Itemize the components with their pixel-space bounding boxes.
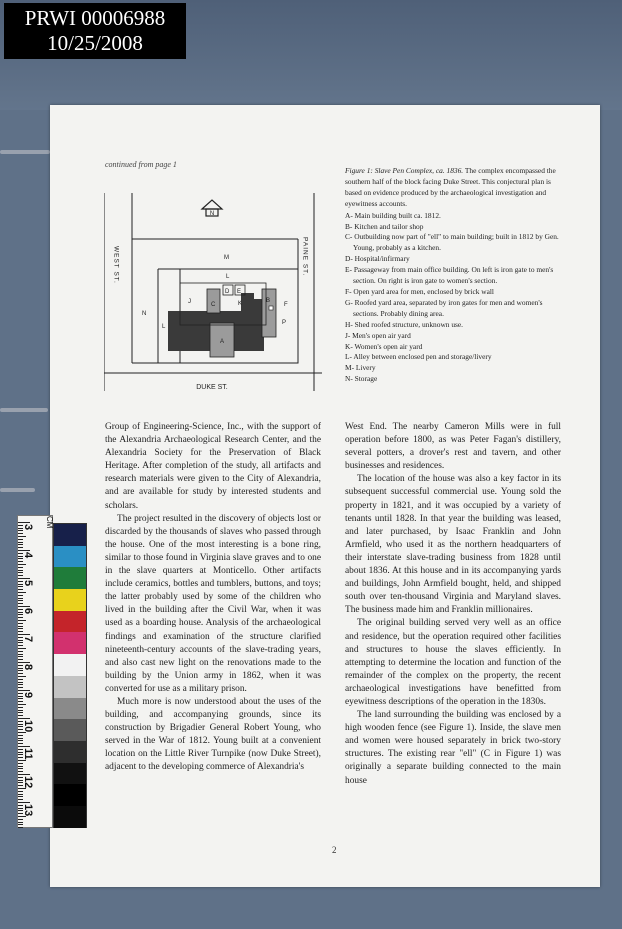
ruler-tick	[18, 701, 23, 702]
archive-id-label	[4, 3, 186, 59]
ruler-unit-label: CM	[45, 516, 54, 529]
ruler-tick	[18, 645, 23, 646]
ruler-tick	[18, 760, 26, 761]
legend-item: L- Alley between enclosed pen and storage/livery	[345, 352, 492, 362]
ruler-tick	[18, 628, 23, 629]
ruler-tick	[18, 620, 26, 621]
color-patch	[54, 676, 86, 698]
ruler-tick	[18, 578, 30, 579]
ruler-tick	[18, 763, 23, 764]
ruler-tick	[18, 558, 23, 559]
color-patch	[54, 806, 86, 828]
ruler-tick	[18, 586, 23, 587]
ruler-tick	[18, 617, 23, 618]
caption-text: The complex encompassed the southern half of the block facing Duke Street. This conjectural plan is based on evidence produced by the archaeological investigation and eyewitness accounts.	[345, 166, 556, 208]
ruler-number: 3	[22, 524, 34, 531]
paragraph: West End. The nearby Cameron Mills were in full operation before 1800, as was Peter Fagan's distillery, several potters, a drover's rest and tavern, and other businesses and residences.	[345, 422, 561, 472]
ruler-tick	[18, 791, 23, 792]
ruler-tick	[18, 656, 23, 657]
ruler-tick	[18, 522, 30, 523]
ruler-tick	[18, 589, 23, 590]
legend-item: E- Passageway from main office building. On left is iron gate to men's section. On right is iron gate to women's section.	[345, 265, 554, 286]
area-label-p: P	[282, 320, 287, 326]
ruler-tick	[18, 822, 23, 823]
paragraph: The original building served very well as an office and residence, but the operation required other facilities and structures to house the slaves efficiently. In attempting to determine the location and function of the remainder of the complex on the property, the recent archaeological investigations have benefitted from eyewitness descriptions of the operation in the 1830s.	[345, 618, 561, 707]
ruler-tick	[18, 598, 23, 599]
ruler-tick	[18, 530, 23, 531]
ruler-tick	[18, 710, 23, 711]
color-patch	[54, 632, 86, 654]
ruler-number: 9	[22, 692, 34, 699]
ruler-tick	[18, 794, 23, 795]
ruler-tick	[18, 735, 23, 736]
ruler-tick	[18, 670, 23, 671]
color-patches	[53, 523, 87, 828]
street-label-duke: DUKE ST.	[196, 384, 228, 391]
area-label-n: N	[142, 311, 147, 317]
area-label-l-alley: L	[162, 324, 166, 330]
ruler-tick	[18, 799, 23, 800]
ruler-tick	[18, 796, 23, 797]
ruler-tick	[18, 648, 26, 649]
paragraph: The location of the house was also a key factor in its subsequent successful commercial use. Young sold the property in 1821, and it was occupied by a variety of tenants until 1828. In that year the building was leased, and later purchased, by Isaac Franklin and John Armfield, who used it as the northern headquarters of their interstate slave-trading business from 1828 until about 1836. At this house and in its accompanying yards and buildings, John Armfield bought, held, and shipped south over ten-thousand Virginia and Maryland slaves. The business made him and Franklin millionaires.	[345, 474, 561, 616]
legend-item: F- Open yard area for men, enclosed by brick wall	[345, 286, 494, 296]
color-patch	[54, 741, 86, 763]
body-column-left	[105, 421, 321, 775]
area-label-f: F	[284, 302, 288, 308]
area-label-k: K	[238, 301, 243, 307]
ruler-number: 4	[22, 552, 34, 559]
ruler-tick	[18, 774, 30, 775]
paragraph: The land surrounding the building was enclosed by a high wooden fence (see Figure 1). Inside, the slave men and women were housed separately in brick two-story structures. The existing rear "ell" (C in Figure 1) was originally a separate building connected to the main house	[345, 710, 561, 786]
color-patch	[54, 589, 86, 611]
color-patch	[54, 719, 86, 741]
legend-item: G- Roofed yard area, separated by iron gates for men and women's sections. Probably dining area.	[345, 297, 543, 318]
ruler-tick	[18, 740, 23, 741]
ruler-tick	[18, 603, 23, 604]
legend-item: D- Hospital/infirmary	[345, 254, 410, 264]
legend-item: K- Women's open air yard	[345, 341, 423, 351]
color-patch	[54, 784, 86, 806]
legend-item: M- Livery	[345, 363, 376, 373]
ruler-tick	[18, 673, 23, 674]
ruler-tick	[18, 600, 23, 601]
page-number: 2	[332, 845, 337, 855]
ruler-tick	[18, 539, 23, 540]
ruler-tick	[18, 572, 23, 573]
ruler-number: 5	[22, 580, 34, 587]
area-label-l: L	[226, 274, 230, 280]
ruler-tick	[18, 606, 30, 607]
ruler-tick	[18, 766, 23, 767]
legend-item: H- Shed roofed structure, unknown use.	[345, 319, 464, 329]
ruler-tick	[18, 679, 23, 680]
legend-item: N- Storage	[345, 374, 378, 384]
legend-item: B- Kitchen and tailor shop	[345, 221, 424, 231]
ruler-tick	[18, 771, 23, 772]
ruler-tick	[18, 662, 30, 663]
ruler-tick	[18, 715, 23, 716]
color-patch	[54, 698, 86, 720]
ruler-tick	[18, 642, 23, 643]
ruler-tick	[18, 533, 23, 534]
color-patch	[54, 546, 86, 568]
ruler-tick	[18, 654, 23, 655]
street-label-paine: PAINE ST.	[301, 237, 309, 277]
site-plan-figure	[104, 191, 322, 391]
area-label-m: M	[224, 255, 229, 261]
cm-ruler	[17, 515, 53, 828]
color-calibration-card	[17, 515, 87, 828]
north-label: N	[209, 211, 215, 217]
ruler-tick	[18, 824, 23, 825]
ruler-tick	[18, 768, 23, 769]
ruler-tick	[18, 564, 26, 565]
legend-item: C- Outbuilding now part of "ell" to main building; built in 1812 by Gen. Young, probably as a kitchen.	[345, 232, 559, 253]
scan-smudge	[0, 488, 35, 492]
color-patch	[54, 524, 86, 546]
color-patch	[54, 654, 86, 676]
ruler-tick	[18, 690, 30, 691]
paragraph: The project resulted in the discovery of objects lost or discarded by the thousands of slaves who passed through the house. One of the most interesting is a bone ring, similar to those found in Virginia slave graves and to one in the slave quarters at Monticello. Other artifacts include ceramics, bottles and tumblers, buttons, and toys; the latter probably used by some of the children who lived in the building after the Civil War, when it was used as a boarding house. Analysis of the archaeological findings and examination of the structure clarified nineteenth-century accounts of the slave-trading years, and also cast new light on the renovations made to the building by the Union army in 1862, when it was converted for use as a military prison.	[105, 513, 321, 694]
ruler-tick	[18, 547, 23, 548]
archive-id: PRWI 00006988	[24, 6, 166, 30]
ruler-tick	[18, 595, 23, 596]
area-label-a: A	[220, 339, 225, 345]
ruler-tick	[18, 707, 23, 708]
ruler-tick	[18, 631, 23, 632]
ruler-tick	[18, 718, 30, 719]
ruler-tick	[18, 659, 23, 660]
ruler-tick	[18, 704, 26, 705]
ruler-number: 6	[22, 608, 34, 615]
ruler-tick	[18, 684, 23, 685]
ruler-tick	[18, 802, 30, 803]
ruler-tick	[18, 827, 23, 828]
ruler-tick	[18, 626, 23, 627]
caption-lead: Figure 1: Slave Pen Complex, ca. 1836.	[345, 166, 464, 175]
ruler-tick	[18, 682, 23, 683]
continued-note: continued from page 1	[105, 160, 177, 169]
ruler-number: 13	[22, 804, 34, 817]
area-label-e: E	[237, 289, 242, 295]
street-label-west: WEST ST.	[112, 246, 120, 284]
ruler-number: 8	[22, 664, 34, 671]
ruler-tick	[18, 651, 23, 652]
ruler-tick	[18, 738, 23, 739]
color-patch	[54, 567, 86, 589]
ruler-number: 7	[22, 636, 34, 643]
paragraph: Group of Engineering-Science, Inc., with the support of the Alexandria Archaeological Research Center, and the Alexandria Society for the Preservation of Black Heritage. After completion of the study, all artifacts and research materials were given to the City of Alexandria, and are available for study by interested students and scholars.	[105, 422, 321, 511]
body-column-right	[345, 421, 561, 788]
legend-item: J- Men's open air yard	[345, 330, 411, 340]
color-patch	[54, 763, 86, 785]
ruler-tick	[18, 550, 30, 551]
paragraph: Much more is now understood about the uses of the building, and accompanying grounds, since its construction by Brigadier General Robert Young, who served in the War of 1812. Young built at a convenient location on the Little River Turnpike (now Duke Street), adjacent to the developing commerce of Alexandria's	[105, 696, 321, 773]
ruler-tick	[18, 634, 30, 635]
scan-smudge	[0, 150, 50, 154]
north-arrow-icon	[202, 200, 222, 217]
ruler-tick	[18, 614, 23, 615]
ruler-tick	[18, 623, 23, 624]
ruler-tick	[18, 536, 26, 537]
area-label-j: J	[188, 299, 191, 305]
ruler-tick	[18, 712, 23, 713]
ruler-tick	[18, 592, 26, 593]
color-patch	[54, 611, 86, 633]
scan-smudge	[0, 408, 48, 412]
area-label-c: C	[211, 302, 216, 308]
archive-date: 10/25/2008	[47, 31, 143, 55]
area-label-d: D	[225, 289, 230, 295]
ruler-tick	[18, 698, 23, 699]
ruler-tick	[18, 743, 23, 744]
area-label-b: B	[266, 298, 271, 304]
ruler-tick	[18, 676, 26, 677]
legend-item: A- Main building built ca. 1812.	[345, 210, 441, 220]
ruler-tick	[18, 746, 30, 747]
document-page	[50, 105, 600, 887]
ruler-tick	[18, 561, 23, 562]
ruler-tick	[18, 819, 23, 820]
figure-legend	[345, 211, 561, 386]
ruler-tick	[18, 544, 23, 545]
ruler-number: 12	[22, 776, 34, 789]
ruler-tick	[18, 575, 23, 576]
ruler-number: 11	[22, 748, 34, 760]
ruler-number: 10	[22, 720, 34, 733]
ruler-tick	[18, 570, 23, 571]
figure-caption	[345, 166, 561, 385]
ruler-tick	[18, 542, 23, 543]
ruler-tick	[18, 567, 23, 568]
ruler-tick	[18, 687, 23, 688]
